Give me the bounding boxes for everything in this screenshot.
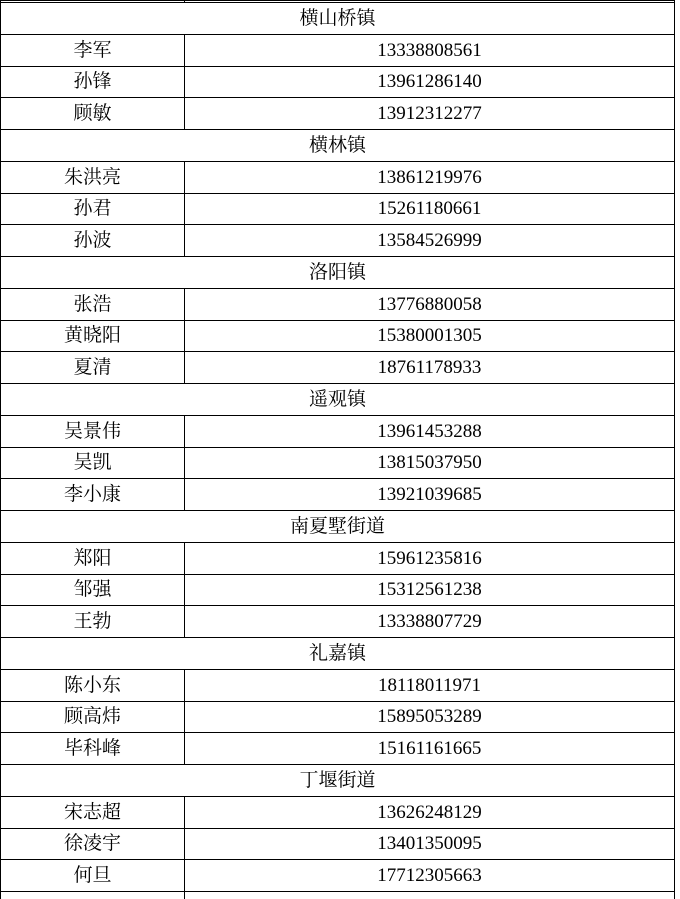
contact-name: 孙锋 — [1, 67, 185, 98]
table-row — [1, 225, 674, 257]
contact-phone: 15312561238 — [377, 579, 482, 601]
section-title: 横山桥镇 — [299, 7, 376, 29]
column-divider-stub — [1, 892, 185, 899]
section-title: 礼嘉镇 — [308, 642, 366, 664]
contact-name: 顾敏 — [1, 98, 185, 129]
table-row — [1, 829, 674, 861]
table-row — [1, 797, 674, 829]
section-header — [1, 638, 674, 670]
table-row — [1, 194, 674, 226]
contact-name: 宋志超 — [1, 797, 185, 828]
contact-name: 孙波 — [1, 225, 185, 256]
table-row — [1, 162, 674, 194]
section-title: 遥观镇 — [308, 388, 366, 410]
contact-name: 黄晓阳 — [1, 321, 185, 352]
contact-name: 朱洪亮 — [1, 162, 185, 193]
contact-phone: 13861219976 — [377, 166, 482, 188]
table-row — [1, 98, 674, 130]
table-row — [1, 860, 674, 892]
contact-name: 陈小东 — [1, 670, 185, 701]
contact-phone: 13776880058 — [377, 293, 482, 315]
contact-phone: 15961235816 — [377, 547, 482, 569]
contact-phone: 18761178933 — [377, 357, 482, 379]
contact-phone: 15161161665 — [377, 738, 482, 760]
table-row — [1, 448, 674, 480]
contact-phone: 13338808561 — [377, 39, 482, 61]
contact-name: 郑阳 — [1, 543, 185, 574]
section-title: 南夏墅街道 — [289, 515, 385, 537]
contact-phone: 13961286140 — [377, 71, 482, 93]
contact-phone: 13961453288 — [377, 420, 482, 442]
table-row — [1, 67, 674, 99]
contact-name: 李小康 — [1, 479, 185, 510]
table-row — [1, 416, 674, 448]
contact-name: 毕科峰 — [1, 733, 185, 764]
section-header — [1, 511, 674, 543]
section-title: 洛阳镇 — [308, 261, 366, 283]
contact-phone: 15380001305 — [377, 325, 482, 347]
contact-name: 徐凌宇 — [1, 829, 185, 860]
contact-phone: 13912312277 — [377, 103, 482, 125]
table-row — [1, 479, 674, 511]
contact-phone: 13401350095 — [377, 833, 482, 855]
table-row — [1, 352, 674, 384]
contact-name: 张浩 — [1, 289, 185, 320]
table-row — [1, 606, 674, 638]
contact-phone: 13921039685 — [377, 484, 482, 506]
contact-phone: 17712305663 — [377, 865, 482, 887]
table-row — [1, 575, 674, 607]
section-header — [1, 384, 674, 416]
table-row — [1, 543, 674, 575]
section-title: 丁堰街道 — [299, 769, 376, 791]
contact-phone: 13815037950 — [377, 452, 482, 474]
contact-phone: 18118011971 — [377, 674, 482, 696]
section-header — [1, 3, 674, 35]
column-divider-stub — [1, 1, 185, 2]
cropped-row-bottom — [1, 892, 674, 899]
contact-name: 何旦 — [1, 860, 185, 891]
contact-name: 吴景伟 — [1, 416, 185, 447]
contact-name: 李军 — [1, 35, 185, 66]
table-row — [1, 35, 674, 67]
table-row — [1, 733, 674, 765]
contact-name: 孙君 — [1, 194, 185, 225]
contact-name: 邹强 — [1, 575, 185, 606]
contact-name: 顾高炜 — [1, 702, 185, 733]
section-header — [1, 257, 674, 289]
contact-phone: 15895053289 — [377, 706, 482, 728]
section-header — [1, 130, 674, 162]
contact-phone: 15261180661 — [377, 198, 482, 220]
contact-phone: 13584526999 — [377, 230, 482, 252]
section-title: 横林镇 — [308, 134, 366, 156]
table-row — [1, 321, 674, 353]
section-header — [1, 765, 674, 797]
contact-name: 夏清 — [1, 352, 185, 383]
table-row — [1, 702, 674, 734]
contact-name: 王勃 — [1, 606, 185, 637]
table-row — [1, 670, 674, 702]
table-row — [1, 289, 674, 321]
contact-phone: 13338807729 — [377, 611, 482, 633]
contact-phone: 13626248129 — [377, 801, 482, 823]
contact-name: 吴凯 — [1, 448, 185, 479]
